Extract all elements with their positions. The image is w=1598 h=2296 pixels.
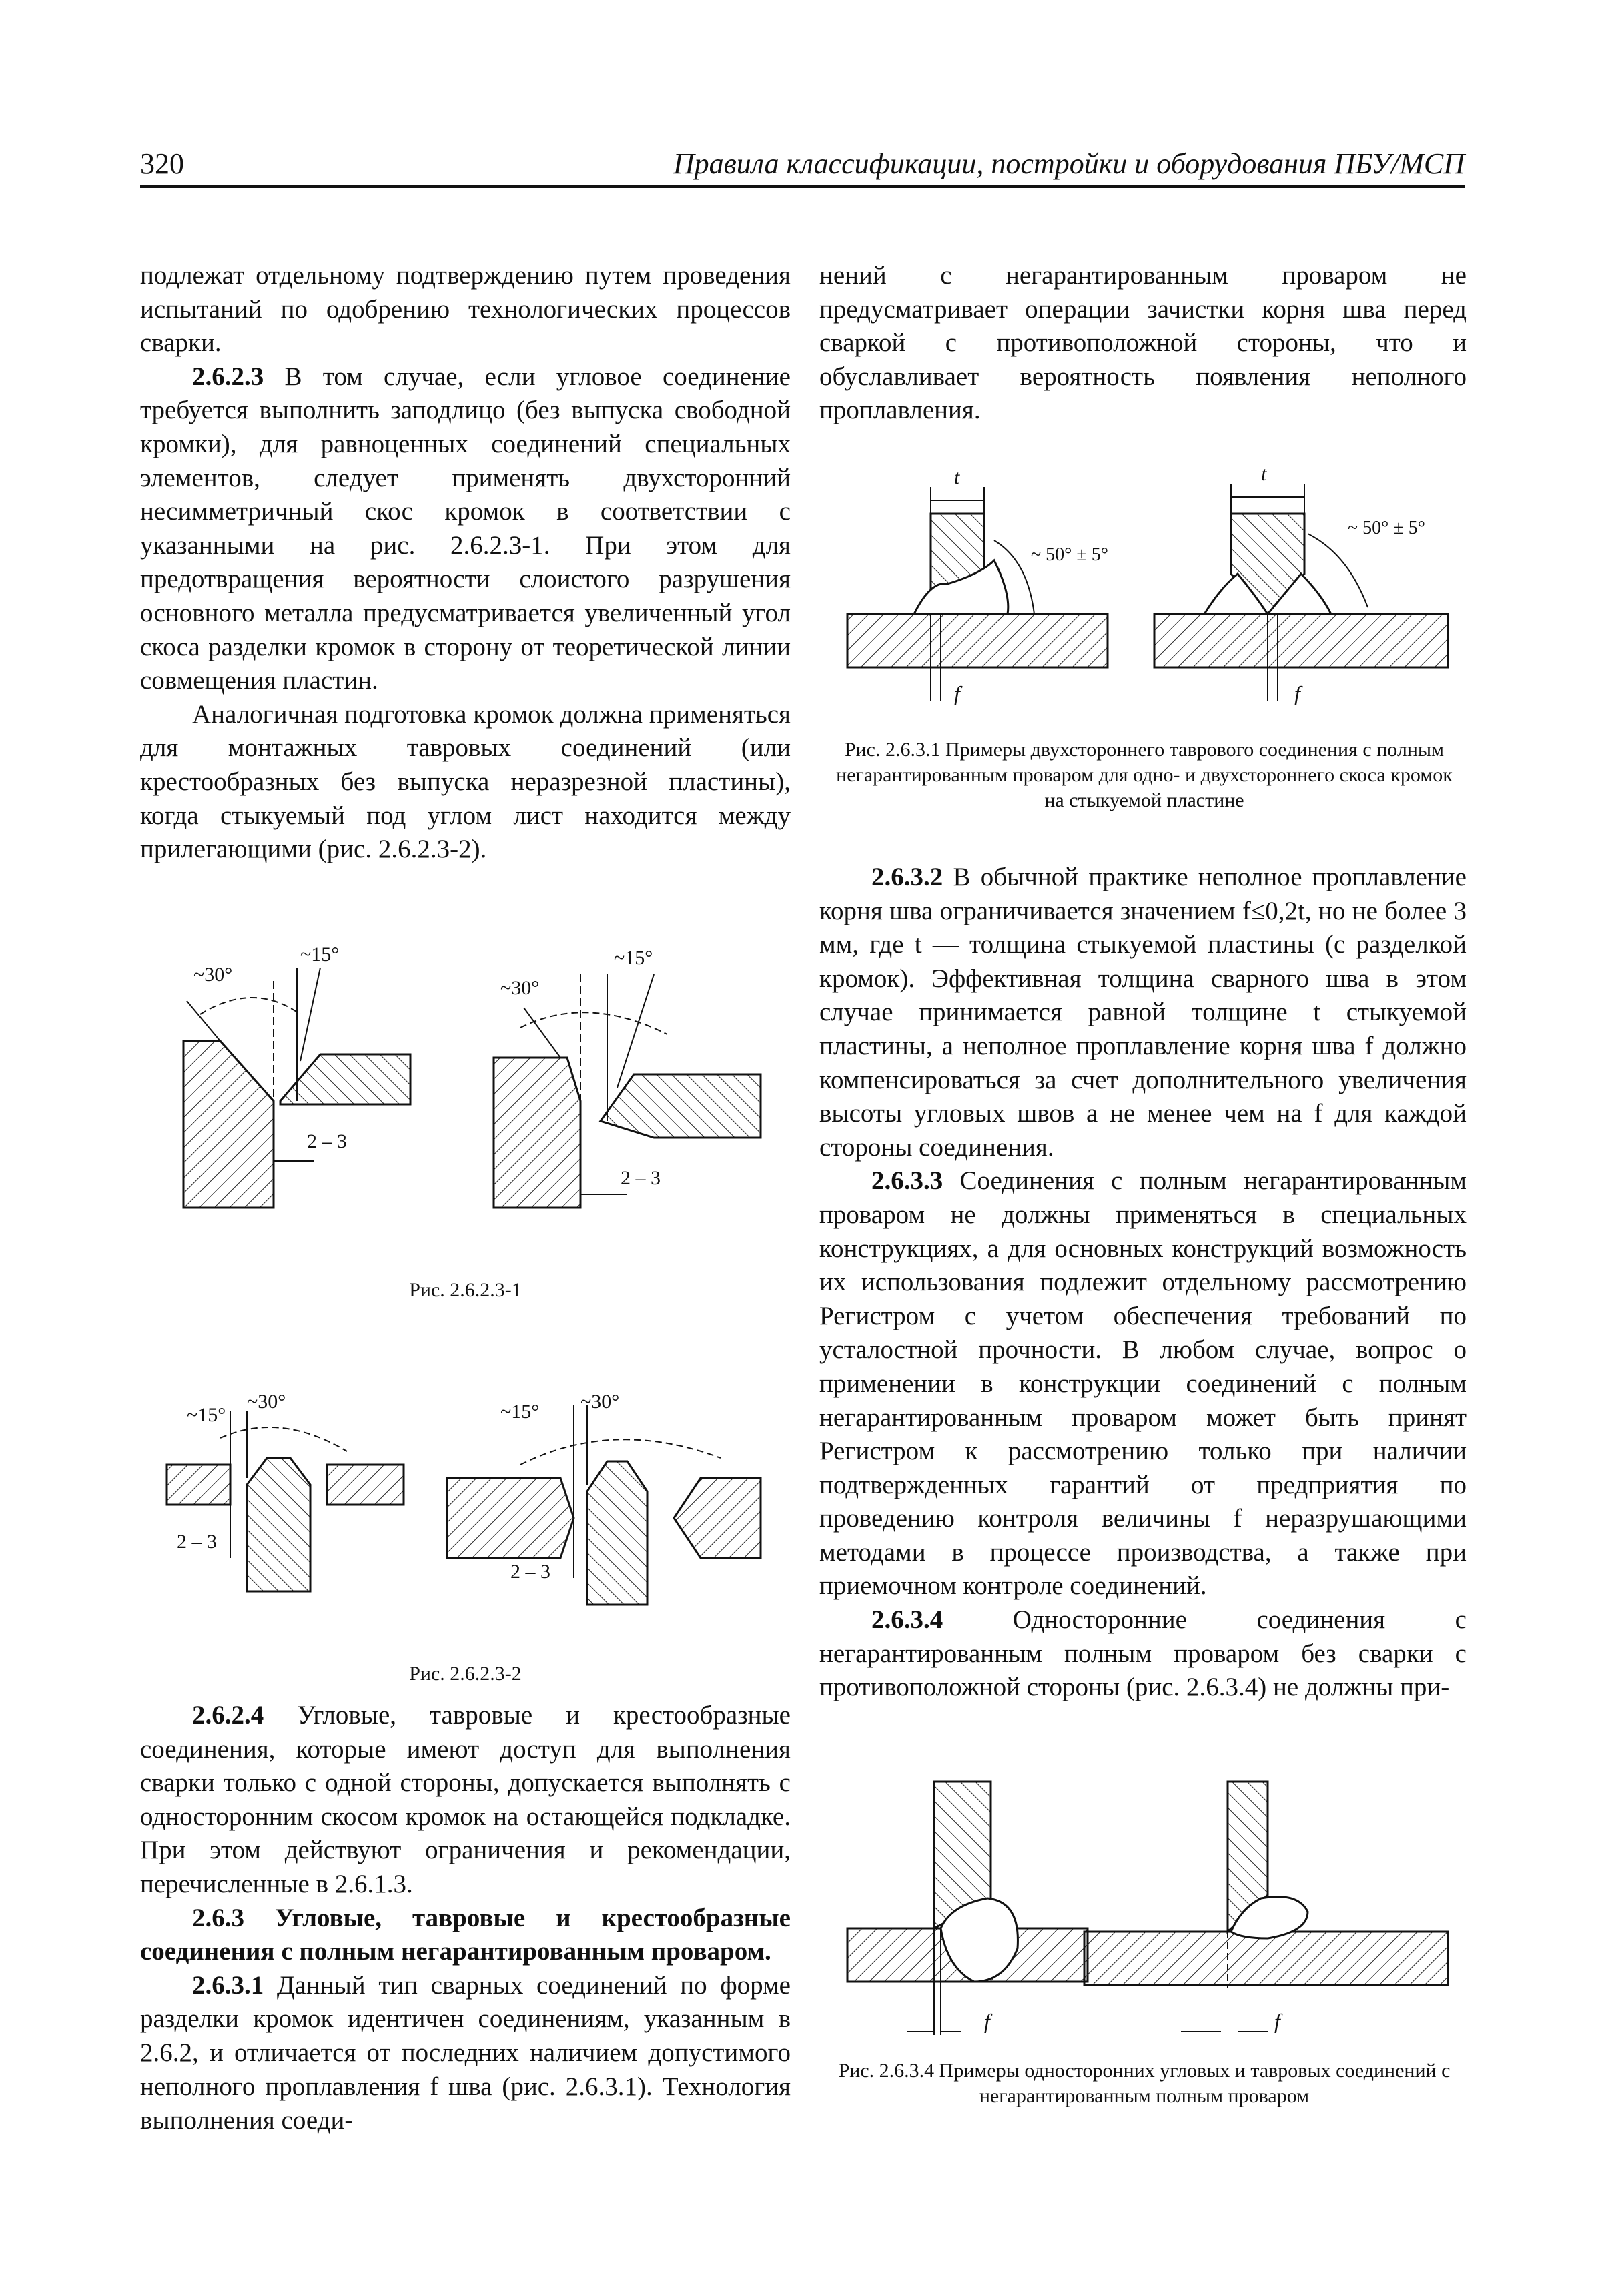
figure-2-6-2-3-2 [147, 1385, 814, 1651]
figure-caption: Рис. 2.6.3.4 Примеры односторонних угловых и тавровых соединений с негарантированным полным проваром [838, 2060, 1451, 2107]
figure-caption: Рис. 2.6.3.1 Примеры двухстороннего таврового соединения с полным негарантированным проваром для одно- и двухстороннего скоса кромок на стыкуемой пластине [836, 739, 1453, 811]
paragraph-2-6-2-3 [140, 360, 791, 698]
dimension-f: f [1294, 681, 1300, 705]
page-number: 320 [140, 147, 184, 180]
gap-label: 2 – 3 [307, 1130, 347, 1152]
dimension-t: t [1261, 463, 1267, 485]
running-title: Правила классификации, постройки и оборудования ПБУ/МСП [673, 147, 1465, 180]
dimension-t: t [954, 466, 960, 488]
angle-label: ~30° [580, 1391, 620, 1413]
gap-label: 2 – 3 [177, 1531, 217, 1553]
paragraph-2-6-3-4 [819, 1603, 1467, 1705]
paragraph-text: Угловые, тавровые и крестообразные соединения, которые имеют доступ для выполнения сварки только с одной стороны, допускается выполнять с односторонним скосом кромок на остающейся подкладке. При этом действуют ограничения и рекомендации, перечисленные в 2.6.1.3. [140, 1701, 791, 1898]
angle-label: ~15° [187, 1404, 226, 1426]
paragraph-text: Односторонние соединения с негарантированным полным проваром без сварки с противоположной стороны (рис. 2.6.3.4) не должны при- [819, 1605, 1467, 1702]
paragraph: Аналогичная подготовка кромок должна применяться для монтажных тавровых соединений (или крестообразных без выпуска неразрезной пластины), когда стыкуемый под углом лист находится между прилегающими (рис. 2.6.2.3-2). [140, 699, 791, 864]
angle-label: ~30° [247, 1391, 286, 1413]
figure-caption: Рис. 2.6.2.3-2 [409, 1663, 522, 1685]
heading-text: 2.6.3 Угловые, тавровые и крестообразные соединения с полным негарантированным проваром. [140, 1903, 791, 1966]
clause-number: 2.6.3.4 [871, 1605, 943, 1635]
gap-label: 2 – 3 [621, 1167, 661, 1189]
paragraph-2-6-3-2 [819, 861, 1467, 1164]
paragraph: подлежат отдельному подтверждению путем проведения испытаний по одобрению технологических процессов сварки. [140, 261, 791, 358]
right-column-bottom [819, 861, 1467, 1705]
clause-number: 2.6.3.1 [192, 1970, 264, 2000]
paragraph-2-6-2-4 [140, 1699, 791, 1902]
figure-caption: Рис. 2.6.2.3-1 [409, 1279, 522, 1301]
clause-number: 2.6.3.3 [871, 1166, 943, 1196]
paragraph-text: Данный тип сварных соединений по форме разделки кромок идентичен соединениям, указанным в 2.6.2, и отличается от последних наличием допустимого неполного проплавления f шва (рис. 2.6.3.1). Технология выполнения соеди- [140, 1970, 791, 2135]
angle-label: ~15° [500, 1401, 540, 1423]
angle-label: ~ 50° ± 5° [1031, 544, 1108, 565]
clause-number: 2.6.3.2 [871, 863, 943, 891]
section-heading-2-6-3 [140, 1902, 791, 1969]
angle-label: ~30° [193, 964, 233, 986]
angle-label: ~15° [300, 943, 340, 966]
dimension-f: f [984, 2009, 990, 2033]
figure-2-6-3-4 [841, 1768, 1455, 2048]
left-column-bottom [140, 1699, 791, 2138]
paragraph-text: В обычной практике неполное проплавление корня шва ограничивается значением f≤0,2t, но не более 3 мм, где t — толщина стыкуемой пластины (с разделкой кромок). Эффективная толщина сварного шва в этом случае принимается равной толщине t стыкуемой пластины, а неполное проплавление корня шва f должно компенсироваться за счет дополнительного увеличения высоты угловых швов a не менее чем на f для каждой стороны соединения. [819, 863, 1467, 1162]
left-column-top [140, 259, 791, 867]
paragraph: нений с негарантированным проваром не предусматривает операции зачистки корня шва перед сваркой с противоположной стороны, что и обуславливает вероятность появления неполного проплавления. [819, 261, 1467, 425]
angle-label: ~30° [500, 977, 540, 999]
figure-2-6-2-3-1 [147, 927, 814, 1274]
paragraph-2-6-3-1 [140, 1969, 791, 2138]
clause-number: 2.6.2.3 [192, 362, 264, 391]
paragraph-text: В том случае, если угловое соединение требуется выполнить заподлицо (без выпуска свободной кромки), для равноценных соединений специальных элементов, следует применять двухсторонний несимметричный скос кромок в соответствии с указанными на рис. 2.6.2.3-1. При этом для предотвращения вероятности слоистого разрушения основного металла предусматривается увеличенный угол скоса разделки кромок в сторону от теоретической линии совмещения пластин. [140, 362, 791, 695]
page-header [140, 145, 1465, 188]
angle-label: ~ 50° ± 5° [1348, 518, 1425, 538]
clause-number: 2.6.2.4 [192, 1701, 264, 1730]
right-column-top [819, 259, 1467, 428]
gap-label: 2 – 3 [510, 1561, 550, 1583]
paragraph-text: Соединения с полным негарантированным проваром не должны применяться в специальных конструкциях, а для основных конструкций возможность их использования подлежит отдельному рассмотрению Регистром с учетом обеспечения требований по усталостной прочности. В любом случае, вопрос о применении в конструкции соединений с полным негарантированным проваром может быть принят Регистром к рассмотрению только при наличии подтвержденных гарантий от предприятия по проведению контроля величины f неразрушающими методами в процессе производства, а также при приемочном контроле соединений. [819, 1166, 1467, 1601]
angle-label: ~15° [614, 947, 653, 969]
dimension-f: f [1274, 2009, 1280, 2033]
paragraph-2-6-3-3 [819, 1164, 1467, 1603]
dimension-f: f [954, 681, 960, 705]
figure-2-6-3-1 [841, 460, 1455, 727]
